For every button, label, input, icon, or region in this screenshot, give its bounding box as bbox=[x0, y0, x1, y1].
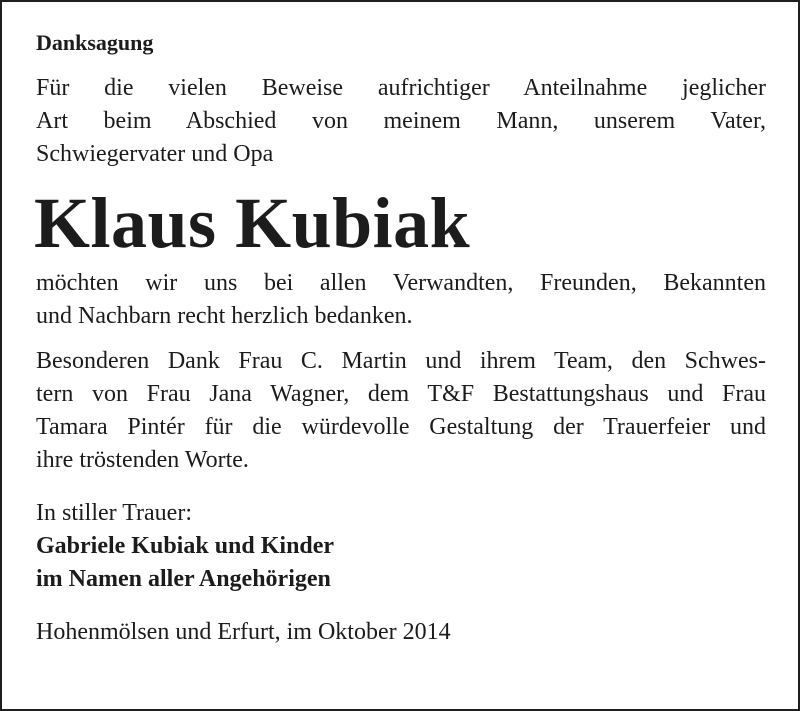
thanks-line: möchten wir uns bei allen Verwandten, Freunden, Bekannten bbox=[36, 270, 766, 296]
intro-paragraph bbox=[36, 72, 766, 171]
special-thanks-line: tern von Frau Jana Wagner, dem T&F Bestattungshaus und Frau bbox=[36, 381, 766, 407]
thanks-line: und Nachbarn recht herzlich bedanken. bbox=[36, 303, 413, 329]
mourning-block bbox=[36, 497, 766, 596]
special-thanks-line: Besonderen Dank Frau C. Martin und ihrem Team, den Schwes- bbox=[36, 348, 766, 374]
thanks-paragraph bbox=[36, 267, 766, 333]
signatory-line: im Namen aller Angehörigen bbox=[36, 566, 331, 592]
intro-line: Für die vielen Beweise aufrichtiger Anteilnahme jeglicher bbox=[36, 75, 766, 101]
special-thanks-line: ihre tröstenden Worte. bbox=[36, 447, 249, 473]
special-thanks-paragraph bbox=[36, 345, 766, 477]
intro-line: Schwiegervater und Opa bbox=[36, 141, 274, 167]
deceased-name: Klaus Kubiak bbox=[34, 183, 471, 263]
mourning-label: In stiller Trauer: bbox=[36, 500, 192, 526]
special-thanks-line: Tamara Pintér für die würdevolle Gestaltung der Trauerfeier und bbox=[36, 414, 766, 440]
place-date bbox=[36, 616, 766, 649]
signatory-line: Gabriele Kubiak und Kinder bbox=[36, 533, 335, 559]
intro-line: Art beim Abschied von meinem Mann, unserem Vater, bbox=[36, 108, 766, 134]
place-date-text: Hohenmölsen und Erfurt, im Oktober 2014 bbox=[36, 619, 451, 645]
notice-heading: Danksagung bbox=[36, 30, 154, 55]
